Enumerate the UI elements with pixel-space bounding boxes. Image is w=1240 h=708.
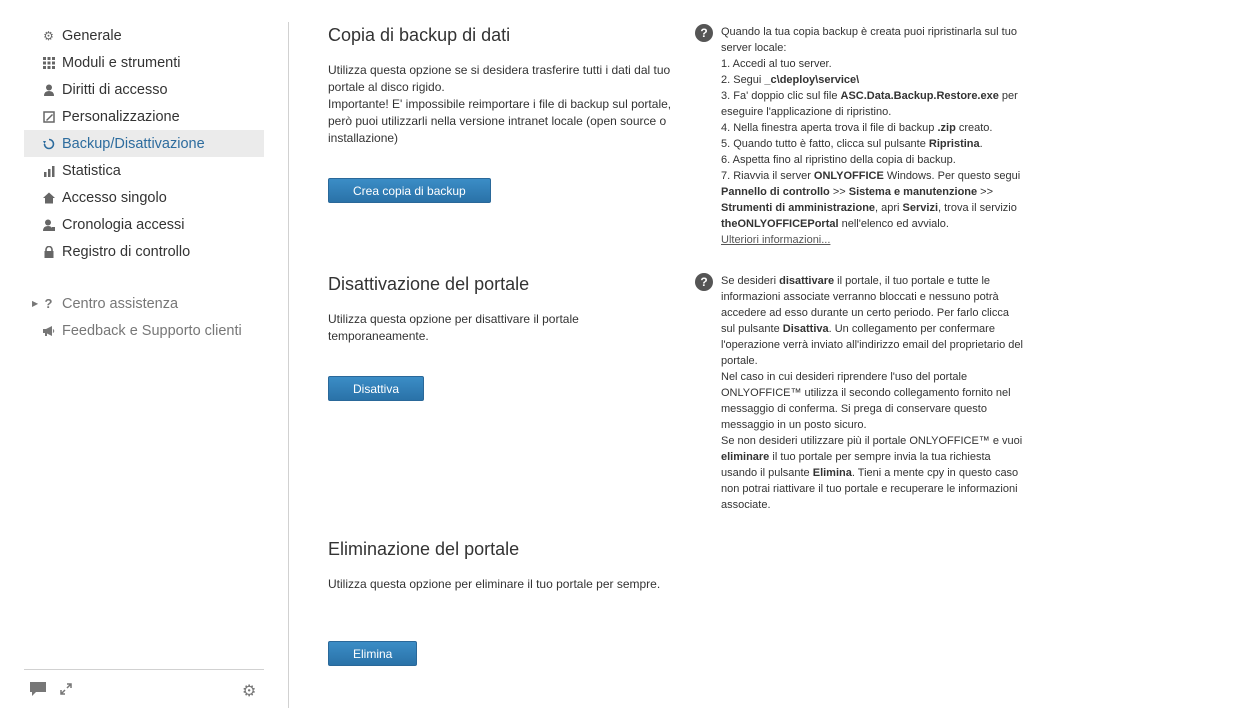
backup-help-text [721, 24, 1025, 248]
restore-icon [42, 137, 55, 150]
bar-chart-icon [42, 164, 55, 177]
sidebar-item-feedback[interactable] [24, 317, 264, 344]
grid-icon [42, 56, 55, 69]
more-info-link[interactable]: Ulteriori informazioni... [721, 234, 831, 246]
sidebar-item-accesso-singolo[interactable] [24, 184, 264, 211]
delete-description: Utilizza questa opzione per eliminare il tuo portale per sempre. [328, 577, 661, 591]
sidebar-item-generale[interactable] [24, 22, 264, 49]
sidebar-footer [24, 669, 264, 708]
edit-icon [42, 110, 55, 123]
sidebar-item-label: Diritti di accesso [62, 81, 168, 98]
sidebar-item-label: Personalizzazione [62, 108, 180, 125]
delete-button[interactable]: Elimina [328, 641, 417, 666]
backup-description-note: Importante! E' impossibile reimportare i file di backup sul portale, però puoi utilizzarli nella versione intranet locale (open source o installazione) [328, 97, 672, 145]
sidebar-item-label: Accesso singolo [62, 189, 167, 206]
sidebar-item-centro-assistenza[interactable] [24, 290, 264, 317]
sidebar-item-label: Moduli e strumenti [62, 54, 181, 71]
help-intro: Quando la tua copia backup è creata puoi ripristinarla sul tuo server locale: [721, 26, 1017, 54]
sidebar-item-cronologia[interactable] [24, 211, 264, 238]
sidebar-item-label: Centro assistenza [62, 295, 179, 312]
deactivate-title: Disattivazione del portale [328, 274, 530, 294]
sidebar [24, 22, 264, 708]
deactivate-help-text [721, 273, 1025, 513]
help-step-6: 6. Aspetta fino al ripristino della copia di backup. [721, 154, 956, 166]
sidebar-item-label: Generale [62, 27, 122, 44]
help-question-icon: ? [695, 24, 713, 42]
chat-icon[interactable] [30, 682, 46, 699]
help-step-5: 5. Quando tutto è fatto, clicca sul pulsante Ripristina. [721, 138, 983, 150]
sidebar-item-label: Backup/Disattivazione [62, 135, 205, 152]
delete-section [328, 538, 678, 593]
expand-arrow-icon[interactable]: ▶ [32, 299, 39, 308]
backup-title: Copia di backup di dati [328, 25, 511, 45]
backup-help [695, 24, 1025, 248]
delete-title: Eliminazione del portale [328, 539, 520, 559]
question-icon: ? [44, 296, 53, 311]
sidebar-item-registro[interactable] [24, 238, 264, 265]
help-paragraph-3: Se non desideri utilizzare più il portale ONLYOFFICE™ e vuoi eliminare il tuo portale per sempre invia la tua richiesta usando il pulsante Elimina. Tieni a mente cpy in questo caso non potrai riattivare il tuo portale e recuperare le informazioni associate. [721, 435, 1023, 511]
sidebar-item-personalizzazione[interactable] [24, 103, 264, 130]
home-icon [42, 191, 55, 204]
sidebar-divider [288, 22, 289, 708]
megaphone-icon [42, 324, 55, 337]
help-step-2: 2. Segui _c\deploy\service\ [721, 74, 860, 86]
deactivate-help [695, 273, 1025, 513]
sidebar-item-statistica[interactable] [24, 157, 264, 184]
help-question-icon: ? [695, 273, 713, 291]
deactivate-description: Utilizza questa opzione per disattivare il portale temporaneamente. [328, 312, 579, 343]
sidebar-item-label: Statistica [62, 162, 121, 179]
help-step-1: 1. Accedi al tuo server. [721, 58, 832, 70]
user-history-icon [42, 218, 55, 231]
backup-description: Utilizza questa opzione se si desidera trasferire tutti i dati dal tuo portale al disco rigido. [328, 63, 671, 94]
help-paragraph-2: Nel caso in cui desideri riprendere l'uso del portale ONLYOFFICE™ utilizza il secondo collegamento fornito nel messaggio di conferma. Si prega di conservare questo messaggio in un posto sicuro. [721, 371, 1011, 431]
sidebar-item-diritti[interactable] [24, 76, 264, 103]
expand-icon[interactable] [60, 682, 72, 698]
lock-icon [42, 245, 55, 258]
deactivate-section [328, 273, 678, 345]
nav-spacer [24, 265, 264, 290]
help-step-3: 3. Fa' doppio clic sul file ASC.Data.Backup.Restore.exe per eseguire l'applicazione di ripristino. [721, 90, 1018, 118]
help-step-4: 4. Nella finestra aperta trova il file di backup .zip creato. [721, 122, 993, 134]
deactivate-button[interactable]: Disattiva [328, 376, 424, 401]
sidebar-item-label: Feedback e Supporto clienti [62, 322, 242, 339]
sidebar-item-backup[interactable] [24, 130, 264, 157]
create-backup-button[interactable]: Crea copia di backup [328, 178, 491, 203]
user-icon [42, 83, 55, 96]
settings-gear-icon[interactable]: ⚙ [242, 683, 257, 700]
gear-icon: ⚙ [43, 28, 54, 43]
help-step-7: 7. Riavvia il server ONLYOFFICE Windows. Per questo segui Pannello di controllo >> Sistema e manutenzione >> Strumenti di amministrazione, apri Servizi, trova il servizio theONLYOFFICEPortal nell'elenco ed avvialo. [721, 170, 1021, 230]
sidebar-item-label: Registro di controllo [62, 243, 191, 260]
help-paragraph-1: Se desideri disattivare il portale, il tuo portale e tutte le informazioni associate verranno bloccati e nessuno potrà accedere ad esso durante un certo periodo. Per farlo clicca sul pulsante Disattiva. Un collegamento per confermare l'operazione verrà inviato all'indirizzo email del proprietario del portale. [721, 275, 1023, 367]
sidebar-item-moduli[interactable] [24, 49, 264, 76]
backup-section [328, 24, 678, 147]
sidebar-item-label: Cronologia accessi [62, 216, 185, 233]
